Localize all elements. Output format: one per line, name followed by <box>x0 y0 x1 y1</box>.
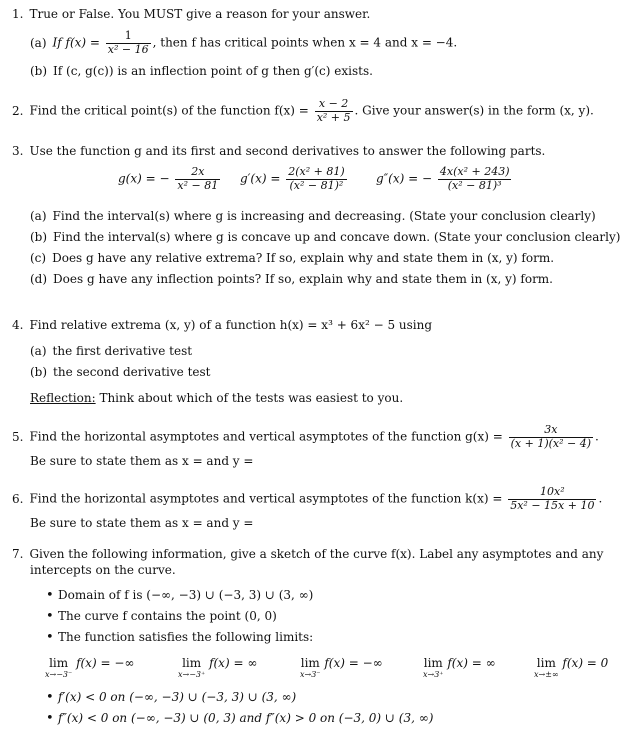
q3-function-g: g(x) = − $\frac{2x}{\text{x² − 81}}$ <box>118 165 219 192</box>
q6-note: Be sure to state them as x = and y = <box>30 516 254 530</box>
q3-derivative-g2: g″(x) = − $\frac{\text{4x(x² + 243)}}{\text{(x² − 81)³}}$ <box>376 165 510 192</box>
q7-bullet-first-derivative: • f′(x) < 0 on (−∞, −3) ∪ (−3, 3) ∪ (3, ∞) <box>46 690 297 705</box>
q7-bullet-limits: • The function satisfies the following limits: <box>46 630 314 645</box>
q5-fraction: $\frac{3x}{\text{(x + 1)(x² − 4)}}$ <box>510 423 592 450</box>
q7-bullet-point: • The curve f contains the point (0, 0) <box>46 609 277 624</box>
q2-prompt: 2. Find the critical point(s) of the function f(x) = $\frac{x - 2}{\text{x² + 5}}$ . Give your answer(s) in the form (x, y). <box>12 97 594 124</box>
bullet-icon: • <box>46 609 54 624</box>
q5-prompt: 5. Find the horizontal asymptotes and vertical asymptotes of the function g(x) = $\frac{3x}{\text{(x + 1)(x² − 4)}}$ . <box>12 423 599 450</box>
q4-reflection: Reflection: Think about which of the tests was easiest to you. <box>30 391 404 405</box>
q4-prompt: 4. Find relative extrema (x, y) of a function h(x) = x³ + 6x² − 5 using <box>12 318 433 332</box>
bullet-icon: • <box>46 588 54 603</box>
bullet-icon: • <box>46 630 54 645</box>
q6-fraction: $\frac{\text{10x²}}{\text{5x² − 15x + 10}}$ <box>510 485 595 512</box>
q7-limit-4: lim x→3⁺ f(x) = ∞ <box>423 656 496 679</box>
q7-limit-3: lim x→3⁻ f(x) = −∞ <box>300 656 383 679</box>
q1-fraction: $\frac{1}{\text{x² − 16}}$ <box>107 29 149 56</box>
q1-part-a: (a) If f(x) = $\frac{1}{\text{x² − 16}}$ , then f has critical points when x = 4 and x = −4. <box>30 29 458 56</box>
q7-bullet-second-derivative: • f″(x) < 0 on (−∞, −3) ∪ (0, 3) and f″(x) > 0 on (−3, 0) ∪ (3, ∞) <box>46 711 434 726</box>
bullet-icon: • <box>46 711 54 726</box>
q2-fraction: $\frac{x - 2}{\text{x² + 5}}$ <box>316 97 351 124</box>
q4-part-a: (a) the first derivative test <box>30 344 193 358</box>
q7-limit-2: lim x→−3⁺ f(x) = ∞ <box>178 656 258 679</box>
q1-part-b: (b) If (c, g(c)) is an inflection point of g then g′(c) exists. <box>30 64 373 78</box>
bullet-icon: • <box>46 690 54 705</box>
q7-prompt-line2: intercepts on the curve. <box>30 563 176 577</box>
q7-prompt-line1: 7. Given the following information, give a sketch of the curve f(x). Label any asymptotes and any <box>12 547 604 561</box>
q7-bullet-domain: • Domain of f is (−∞, −3) ∪ (−3, 3) ∪ (3, ∞) <box>46 588 314 603</box>
q4-part-b: (b) the second derivative test <box>30 365 211 379</box>
q3-part-c: (c) Does g have any relative extrema? If so, explain why and state them in (x, y) form. <box>30 251 555 265</box>
q3-part-d: (d) Does g have any inflection points? If so, explain why and state them in (x, y) form. <box>30 272 553 286</box>
q7-limit-5: lim x→±∞ f(x) = 0 <box>534 656 609 679</box>
q3-part-b: (b) Find the interval(s) where g is concave up and concave down. (State your conclusion clearly) <box>30 230 621 244</box>
q3-prompt: 3. Use the function g and its first and second derivatives to answer the following parts. <box>12 144 546 158</box>
q5-note: Be sure to state them as x = and y = <box>30 454 254 468</box>
q1-prompt: 1. True or False. You MUST give a reason for your answer. <box>12 7 371 21</box>
q3-part-a: (a) Find the interval(s) where g is increasing and decreasing. (State your conclusion clearly) <box>30 209 596 223</box>
q7-limit-1: lim x→−3⁻ f(x) = −∞ <box>45 656 135 679</box>
q3-derivative-g1: g′(x) = $\frac{\text{2(x² + 81)}}{\text{(x² − 81)²}}$ <box>240 165 345 192</box>
q6-prompt: 6. Find the horizontal asymptotes and vertical asymptotes of the function k(x) = $\frac{\text{10x²}}{\text{5x² − 15x + 10}}$ . <box>12 485 603 512</box>
